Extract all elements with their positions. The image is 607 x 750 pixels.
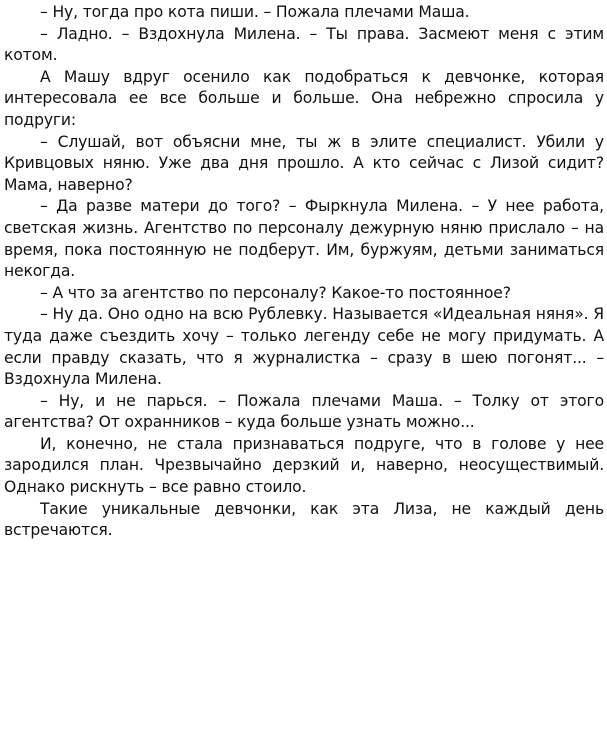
paragraph: А Машу вдруг осенило как подобраться к девчонке, которая интересовала ее все больше и больше. Она небрежно спросила у подруги: [4, 67, 604, 129]
paragraph: – Ну да. Оно одно на всю Рублевку. Называется «Идеальная няня». Я туда даже съездить хочу – только легенду себе не могу придумать. А если правду сказать, что я журналистка – сразу в шею погонят... – Вздохнула Милена. [4, 305, 604, 389]
paragraph: – Слушай, вот объясни мне, ты ж в элите специалист. Убили у Кривцовых няню. Уже два дня прошло. А кто сейчас с Лизой сидит? Мама, наверно? [4, 132, 604, 194]
paragraph: – Да разве матери до того? – Фыркнула Милена. – У нее работа, светская жизнь. Агентство по персоналу дежурную няню прислало – на время, пока постоянную не подберут. Им, буржуям, детьми заниматься некогда. [4, 197, 604, 281]
paragraph: – Ладно. – Вздохнула Милена. – Ты права. Засмеют меня с этим котом. [4, 24, 604, 65]
paragraph: Такие уникальные девчонки, как эта Лиза, не каждый день встречаются. [4, 499, 604, 540]
paragraph: – А что за агентство по персоналу? Какое-то постоянное? [40, 283, 511, 302]
paragraph: И, конечно, не стала признаваться подруге, что в голове у нее зародился план. Чрезвычайно дерзкий и, наверно, неосуществимый. Однако рискнуть – все равно стоило. [4, 434, 604, 497]
paragraph: – Ну, и не парься. – Пожала плечами Маша. – Толку от этого агентства? От охранников – куда больше узнать можно... [4, 391, 604, 432]
paragraph: – Ну, тогда про кота пиши. – Пожала плечами Маша. [40, 3, 470, 21]
text-body [4, 2, 604, 542]
